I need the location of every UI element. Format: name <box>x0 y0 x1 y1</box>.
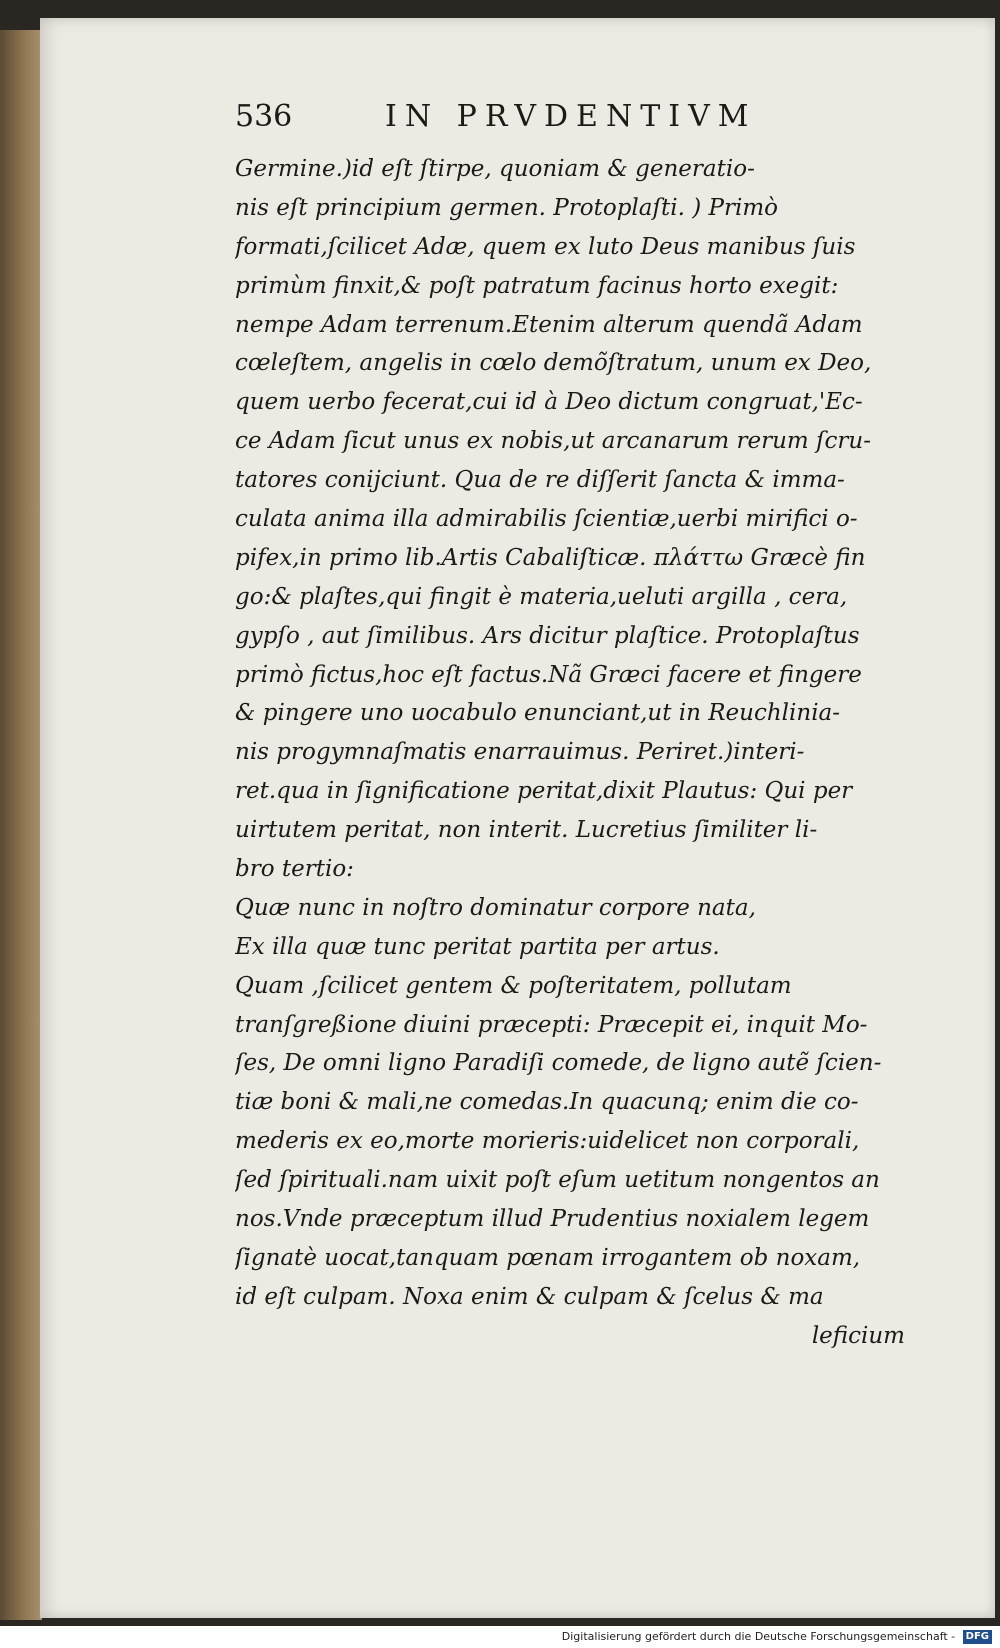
text-line: primùm finxit,& poſt patratum facinus horto exegit: <box>235 272 839 299</box>
digitization-credit-bar <box>0 1626 1000 1648</box>
text-line: tiæ boni & mali,ne comedas.In quacunq; enim die co- <box>235 1089 859 1116</box>
text-line: Quam ,ſcilicet gentem & poſteritatem, pollutam <box>235 972 792 999</box>
text-line: & pingere uno uocabulo enunciant,ut in Reuchlinia- <box>235 700 841 727</box>
verse-line: Quæ nunc in noſtro dominatur corpore nata, <box>235 894 756 921</box>
text-line: nempe Adam terrenum.Etenim alterum quendã Adam <box>235 311 863 338</box>
text-line: id eſt culpam. Noxa enim & culpam & ſcelus & ma <box>235 1283 824 1310</box>
text-line: bro tertio: <box>235 856 354 883</box>
page-number: 536 <box>235 99 293 134</box>
text-line: ſignatè uocat,tanquam pœnam irrogantem ob noxam, <box>235 1244 861 1271</box>
text-line: Germine.)id eſt ſtirpe, quoniam & generatio- <box>235 156 755 182</box>
text-line: culata anima illa admirabilis ſcientiæ,uerbi mirifici o- <box>235 506 858 533</box>
text-line: nos.Vnde præceptum illud Prudentius noxialem legem <box>235 1206 870 1233</box>
page-body-text <box>235 150 905 1356</box>
verse-line: Ex illa quæ tunc peritat partita per artus. <box>235 933 720 960</box>
text-line: nis progymnaſmatis enarrauimus. Periret.)interi- <box>235 739 805 766</box>
dfg-logo-icon: DFG <box>963 1630 992 1644</box>
text-line: ſed ſpirituali.nam uixit poſt eſum uetitum nongentos an <box>235 1167 880 1194</box>
text-line: tranſgreßione diuini præcepti: Præcepit ei, inquit Mo- <box>235 1011 868 1038</box>
text-line: cœleſtem, angelis in cœlo demõſtratum, unum ex Deo, <box>235 350 872 377</box>
text-line: formati,ſcilicet Adæ, quem ex luto Deus manibus ſuis <box>235 233 856 260</box>
book-spine-edge <box>0 30 42 1620</box>
catchword: leficium <box>811 1322 905 1349</box>
text-line: nis eſt principium germen. Protoplaſti. ) Primò <box>235 194 778 221</box>
text-line: go:& plaſtes,qui fingit è materia,ueluti argilla , cera, <box>235 583 848 610</box>
text-line: uirtutem peritat, non interit. Lucretius ſimiliter li- <box>235 817 818 844</box>
text-line: ſes, De omni ligno Paradiſi comede, de ligno autẽ ſcien- <box>235 1050 882 1077</box>
running-head: IN PRVDENTIVM <box>385 99 757 134</box>
text-line: mederis ex eo,morte morieris:uidelicet non corporali, <box>235 1128 860 1155</box>
text-line: ce Adam ſicut unus ex nobis,ut arcanarum rerum ſcru- <box>235 428 872 455</box>
text-line: ret.qua in ſignificatione peritat,dixit Plautus: Qui per <box>235 778 853 805</box>
digitization-credit: Digitalisierung gefördert durch die Deutsche Forschungsgemeinschaft - <box>561 1630 956 1643</box>
text-line: tatores conijciunt. Qua de re diſſerit ſancta & imma- <box>235 467 845 494</box>
text-line: primò fictus,hoc eſt factus.Nã Græci facere et fingere <box>235 661 862 688</box>
text-line: pifex,in primo lib.Artis Cabaliſticæ. πλάττω Græcè fin <box>235 544 866 571</box>
text-line: quem uerbo fecerat,cui id à Deo dictum congruat,'Ec- <box>235 389 863 416</box>
text-line: gypſo , aut ſimilibus. Ars dicitur plaſtice. Protoplaſtus <box>235 622 860 649</box>
